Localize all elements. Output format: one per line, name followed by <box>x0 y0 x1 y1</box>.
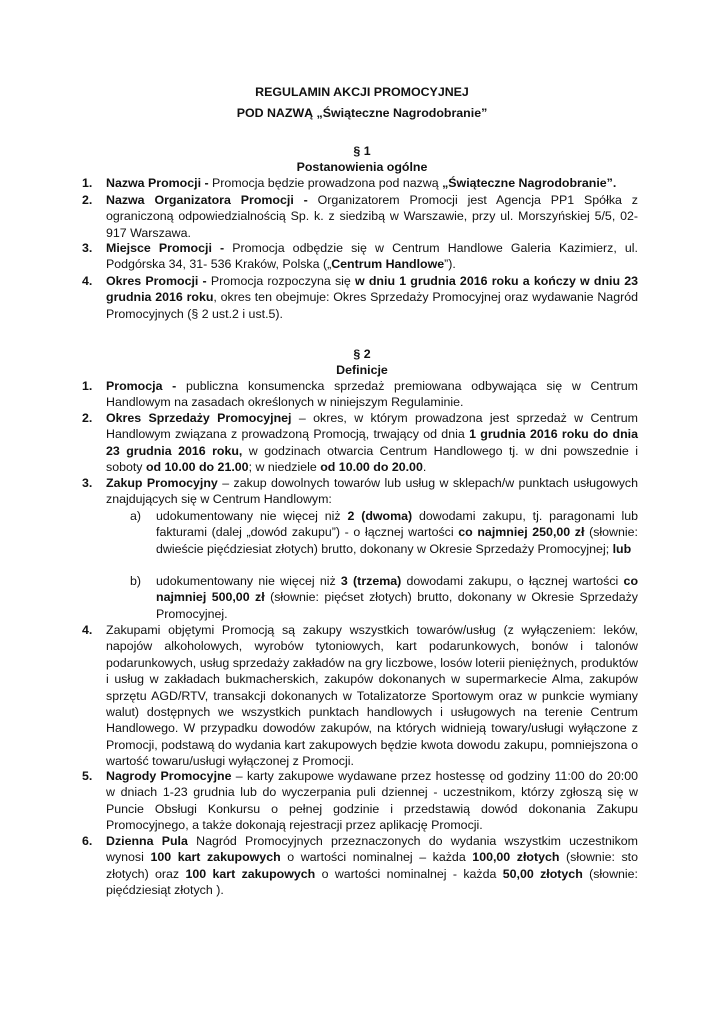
item-term: Okres Sprzedaży Promocyjnej <box>106 411 292 425</box>
item-text: udokumentowany nie więcej niż <box>156 574 341 588</box>
item-bold: 3 (trzema) <box>340 574 402 588</box>
item-number: 2. <box>82 411 93 425</box>
item-number: 3. <box>82 241 93 255</box>
item-text: Zakupami objętymi Promocją są zakupy wszystkich towarów/usług (z wyłączeniem: leków, napojów alkoholowych, wyrobów tytoniowych, kart podarunkowych, bonów i talonów podarunkowych, usług sprzedaży zakładów na gry liczbowe, losów loterii pieniężnych, produktów i usług w zakładach bukmacherskich, zakupów dokonanych w supermarkecie Alma, zakupów sprzętu AGD/RTV, transakcji dokonanych w Totalizatorze Sportowym oraz w punkcie wymiany walut) dostępnych we wszystkich punktach handlowych i usługowych na terenie Centrum Handlowego. W przypadku dowodów zakupów, na których widnieją towary/usługi wyłączone z Promocji, podstawą do wydania kart zakupowych będzie kwota dowodu zakupu, pomniejszona o wartość towaru/usługi wyłączonej z Promocji. <box>106 623 638 769</box>
item-bold: 100,00 złotych <box>472 850 560 865</box>
item-bold: 1 grudnia 2016 roku do dnia 23 grudnia 2016 roku, <box>106 427 638 458</box>
item-text: , okres ten obejmuje: Okres Sprzedaży Promocyjnej oraz wydawanie Nagród Promocyjnych (§ 2 ust.2 i ust.5). <box>106 290 638 321</box>
item-term: Zakup Promocyjny <box>106 476 218 490</box>
s2-subitem-b <box>130 573 638 622</box>
item-text: Promocja rozpoczyna się <box>206 274 356 288</box>
section-1-heading: Postanowienia ogólne <box>296 160 428 174</box>
item-number: 3. <box>82 476 93 490</box>
subitem-label: a) <box>130 509 142 523</box>
item-bold: w dniu 1 grudnia 2016 roku a kończy w dniu 23 grudnia 2016 roku <box>106 274 639 305</box>
s1-item-2 <box>82 192 638 241</box>
s2-item-5 <box>82 768 638 834</box>
item-text: (słownie: pięćset złotych) brutto, dokonany w Okresie Sprzedaży Promocyjnej. <box>156 590 638 621</box>
document-title-line-2: POD NAZWĄ „Świąteczne Nagrodobranie” <box>236 106 488 120</box>
item-text: Promocja odbędzie się w Centrum Handlowe Galeria Kazimierz, ul. Podgórska 34, 31- 536 Kraków, Polska („ <box>106 241 638 272</box>
item-number: 6. <box>82 834 93 848</box>
item-term: Promocja - <box>106 379 177 393</box>
item-text: Organizatorem Promocji jest Agencja PP1 Spółka z ograniczoną odpowiedzialnością Sp. k. z siedzibą w Warszawie, przy ul. Morszyńskiej 5/5, 02-917 Warszawa. <box>106 193 638 240</box>
item-bold: lub <box>612 541 632 556</box>
item-text: (słownie: dwieście pięćdziesiat złotych) brutto, dokonany w Okresie Sprzedaży Promocyjnej; <box>156 525 638 556</box>
item-number: 2. <box>82 193 93 207</box>
document-title-line-1: REGULAMIN AKCJI PROMOCYJNEJ <box>255 85 469 99</box>
item-text: ; w niedziele <box>248 460 321 475</box>
item-bold: 50,00 złotych <box>502 866 583 881</box>
item-number: 4. <box>82 623 93 637</box>
section-1-number: § 1 <box>353 144 371 158</box>
item-number: 1. <box>82 379 93 393</box>
item-text: ”). <box>444 257 456 272</box>
item-term: Miejsce Promocji - <box>106 241 225 255</box>
s2-item-1 <box>82 378 638 411</box>
item-text: – zakup dowolnych towarów lub usług w sklepach/w punktach usługowych znajdujących się w Centrum Handlowym: <box>106 476 638 507</box>
item-term: Okres Promocji - <box>106 274 207 288</box>
item-text: udokumentowany nie więcej niż <box>156 509 348 523</box>
item-text: – karty zakupowe wydawane przez hostessę od godziny 11:00 do 20:00 w dniach 1-23 grudnia lub do wyczerpania puli dziennej - uczestnikom, którzy zgłoszą się w Puncie Obsługi Konkursu o pełnej godzinie i przedstawią dowód dokonania Zakupu Promocyjnego, a także dokonają rejestracji przez aplikację Promocji. <box>106 769 638 833</box>
item-bold: 2 (dwoma) <box>347 509 413 523</box>
item-text: publiczna konsumencka sprzedaż premiowana odbywająca się w Centrum Handlowym na zasadach określonych w niniejszym Regulaminie. <box>106 379 638 410</box>
s2-item-3 <box>82 475 638 508</box>
item-term: Nazwa Organizatora Promocji - <box>106 193 308 207</box>
item-text: w godzinach otwarcia Centrum Handlowego tj. w dni powszednie i soboty <box>106 443 638 475</box>
s2-subitem-a <box>130 508 638 557</box>
item-text: Nagród Promocyjnych przeznaczonych do wydania wszystkim uczestnikom wynosi <box>106 834 638 865</box>
item-text: o wartości nominalnej – każda <box>280 850 473 865</box>
item-bold: 100 kart zakupowych <box>185 866 316 881</box>
item-bold: co najmniej 500,00 zł <box>156 574 639 605</box>
item-text: Promocja będzie prowadzona pod nazwą <box>208 176 443 190</box>
item-text: o wartości nominalnej - każda <box>315 866 503 881</box>
item-number: 1. <box>82 176 93 190</box>
s2-item-6 <box>82 833 639 899</box>
item-bold: „Świąteczne Nagrodobranie”. <box>442 176 617 190</box>
s2-item-4 <box>82 622 638 770</box>
s2-item-2 <box>82 410 638 476</box>
item-term: Nazwa Promocji - <box>106 176 209 190</box>
subitem-label: b) <box>130 574 142 588</box>
section-2-number: § 2 <box>353 347 371 361</box>
item-bold: od 10.00 do 21.00 <box>145 460 249 475</box>
s1-item-1 <box>82 175 638 191</box>
item-text: dowodami zakupu, tj. paragonami lub fakturami (dalej „dowód zakupu”) - o łącznej wartości <box>156 509 638 540</box>
item-bold: Centrum Handlowe <box>331 257 445 272</box>
item-term: Nagrody Promocyjne <box>106 769 232 783</box>
item-text: . <box>422 460 427 475</box>
item-number: 4. <box>82 274 93 288</box>
item-number: 5. <box>82 769 93 783</box>
item-bold: 100 kart zakupowych <box>150 850 281 865</box>
item-text: dowodami zakupu, o łącznej wartości <box>401 574 624 588</box>
item-bold: co najmniej 250,00 zł <box>458 525 585 540</box>
item-term: Dzienna Pula <box>106 834 188 848</box>
item-text: (słownie: sto złotych) oraz <box>106 850 639 881</box>
s1-item-4 <box>82 273 639 322</box>
s1-item-3 <box>82 240 638 273</box>
item-text: – okres, w którym prowadzona jest sprzedaż w Centrum Handlowym związana z prowadzoną Promocją, trwający od dnia <box>106 411 638 442</box>
item-text: (słownie: pięćdziesiąt złotych ). <box>106 866 638 898</box>
item-bold: od 10.00 do 20.00 <box>320 460 423 475</box>
section-2-heading: Definicje <box>336 363 388 377</box>
